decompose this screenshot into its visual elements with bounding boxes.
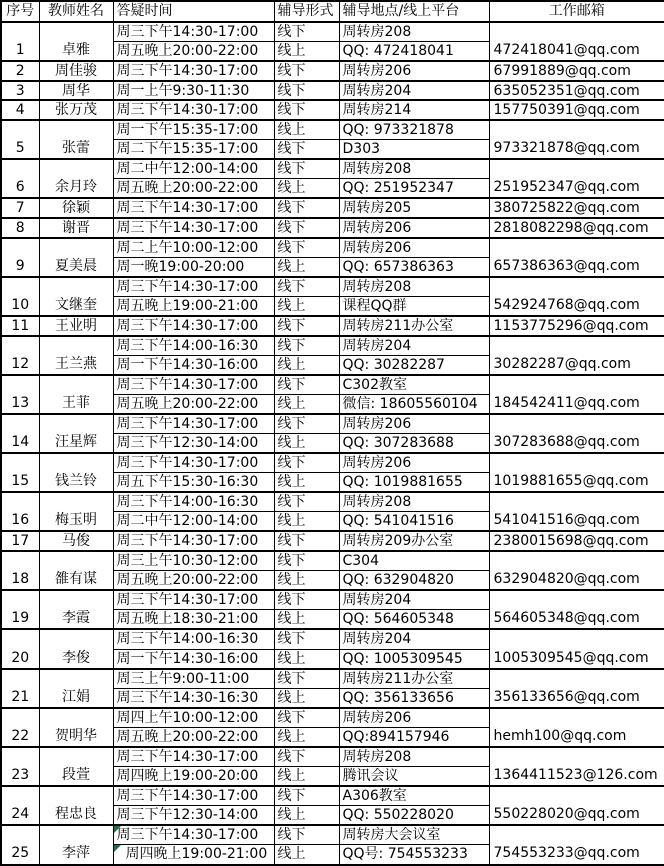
cell-place: 周转房209办公室 bbox=[339, 531, 489, 551]
cell-email: 542924768@qq.com bbox=[489, 277, 664, 316]
cell-teacher-name: 张万茂 bbox=[39, 100, 113, 120]
cell-time: 周一下午15:35-17:00 bbox=[113, 120, 274, 140]
excel-error-indicator-icon bbox=[114, 826, 121, 833]
cell-place: QQ: 541041516 bbox=[339, 512, 489, 532]
cell-teacher-name: 周华 bbox=[39, 81, 113, 101]
cell-time: 周三下午14:30-16:30 bbox=[113, 688, 274, 708]
cell-time: 周三下午14:00-16:30 bbox=[113, 629, 274, 649]
cell-form: 线上 bbox=[274, 767, 339, 787]
cell-time: 周四晚上19:00-20:00 bbox=[113, 767, 274, 787]
cell-email: 635052351@qq.com bbox=[489, 81, 664, 101]
cell-index: 10 bbox=[1, 277, 39, 316]
cell-time: 周三下午14:00-16:30 bbox=[113, 336, 274, 356]
table-row bbox=[1, 238, 664, 258]
cell-place: QQ: 307283688 bbox=[339, 433, 489, 453]
cell-place: 周转房206 bbox=[339, 218, 489, 238]
cell-time: 周二下午15:35-17:00 bbox=[113, 140, 274, 160]
cell-form: 线上 bbox=[274, 296, 339, 316]
cell-form: 线下 bbox=[274, 159, 339, 179]
cell-teacher-name: 张蕾 bbox=[39, 120, 113, 159]
cell-email: 1364411523@126.com bbox=[489, 747, 664, 786]
cell-index: 16 bbox=[1, 492, 39, 531]
cell-place: D303 bbox=[339, 140, 489, 160]
cell-place: 周转房208 bbox=[339, 277, 489, 297]
cell-form: 线上 bbox=[274, 512, 339, 532]
cell-time: 周三下午14:30-17:00 bbox=[113, 198, 274, 218]
cell-place: 周转房206 bbox=[339, 708, 489, 728]
cell-place: 周转房大会议室 bbox=[339, 825, 489, 845]
cell-form: 线下 bbox=[274, 277, 339, 297]
cell-index: 20 bbox=[1, 629, 39, 668]
table-row bbox=[1, 316, 664, 336]
cell-teacher-name: 钱兰铃 bbox=[39, 453, 113, 492]
cell-form: 线上 bbox=[274, 473, 339, 493]
cell-index: 18 bbox=[1, 551, 39, 590]
table-row bbox=[1, 198, 664, 218]
cell-form: 线下 bbox=[274, 375, 339, 395]
cell-place: C304 bbox=[339, 551, 489, 571]
cell-form: 线下 bbox=[274, 786, 339, 806]
table-row bbox=[1, 218, 664, 238]
cell-time: 周三下午14:30-17:00 bbox=[113, 316, 274, 336]
cell-email: 1019881655@qq.com bbox=[489, 453, 664, 492]
table-body bbox=[1, 22, 664, 865]
cell-index: 14 bbox=[1, 414, 39, 453]
cell-place: 周转房204 bbox=[339, 336, 489, 356]
cell-place: 课程QQ群 bbox=[339, 296, 489, 316]
cell-index: 9 bbox=[1, 238, 39, 277]
cell-email: 184542411@qq.com bbox=[489, 375, 664, 414]
header-index: 序号 bbox=[1, 1, 39, 22]
cell-teacher-name: 梅玉明 bbox=[39, 492, 113, 531]
cell-form: 线上 bbox=[274, 845, 339, 865]
cell-teacher-name: 汪星辉 bbox=[39, 414, 113, 453]
cell-teacher-name: 李俊 bbox=[39, 629, 113, 668]
cell-index: 21 bbox=[1, 669, 39, 708]
cell-index: 4 bbox=[1, 100, 39, 120]
cell-email: 632904820@qq.com bbox=[489, 551, 664, 590]
cell-index: 19 bbox=[1, 590, 39, 629]
cell-time: 周五晚上20:00-22:00 bbox=[113, 42, 274, 62]
cell-place: 微信: 18605560104 bbox=[339, 394, 489, 414]
table-row bbox=[1, 277, 664, 297]
cell-form: 线下 bbox=[274, 708, 339, 728]
cell-email: 30282287@qq.com bbox=[489, 336, 664, 375]
cell-teacher-name: 王兰燕 bbox=[39, 336, 113, 375]
cell-email: 251952347@qq.com bbox=[489, 159, 664, 198]
cell-form: 线上 bbox=[274, 688, 339, 708]
cell-form: 线上 bbox=[274, 649, 339, 669]
table-row bbox=[1, 81, 664, 101]
cell-form: 线下 bbox=[274, 531, 339, 551]
table-row bbox=[1, 22, 664, 42]
cell-form: 线上 bbox=[274, 727, 339, 747]
cell-place: QQ: 1019881655 bbox=[339, 473, 489, 493]
cell-place: QQ: 356133656 bbox=[339, 688, 489, 708]
header-row bbox=[1, 1, 664, 22]
table-row bbox=[1, 590, 664, 610]
table-row bbox=[1, 786, 664, 806]
table-row bbox=[1, 708, 664, 728]
cell-index: 2 bbox=[1, 61, 39, 81]
cell-place: 周转房206 bbox=[339, 453, 489, 473]
cell-place: QQ: 564605348 bbox=[339, 610, 489, 630]
cell-email: 541041516@qq.com bbox=[489, 492, 664, 531]
cell-time: 周三下午14:30-17:00 bbox=[113, 375, 274, 395]
table-row bbox=[1, 336, 664, 356]
header-teacher-name: 教师姓名 bbox=[39, 1, 113, 22]
cell-time: 周三下午14:30-17:00 bbox=[113, 22, 274, 42]
cell-time: 周五晚上20:00-22:00 bbox=[113, 394, 274, 414]
cell-teacher-name: 余月玲 bbox=[39, 159, 113, 198]
cell-teacher-name: 王菲 bbox=[39, 375, 113, 414]
cell-form: 线上 bbox=[274, 433, 339, 453]
table-row bbox=[1, 453, 664, 473]
cell-teacher-name: 程忠良 bbox=[39, 786, 113, 825]
header-email: 工作邮箱 bbox=[489, 1, 664, 22]
cell-time: 周二中午12:00-14:00 bbox=[113, 512, 274, 532]
cell-time: 周二中午12:00-14:00 bbox=[113, 159, 274, 179]
cell-place: QQ: 251952347 bbox=[339, 179, 489, 199]
cell-time: 周五晚上20:00-22:00 bbox=[113, 179, 274, 199]
cell-time: 周五晚上20:00-22:00 bbox=[113, 727, 274, 747]
cell-place: C302教室 bbox=[339, 375, 489, 395]
cell-time: 周一下午14:30-16:00 bbox=[113, 649, 274, 669]
cell-place: QQ: 657386363 bbox=[339, 257, 489, 277]
cell-time: 周三下午12:30-14:00 bbox=[113, 806, 274, 826]
cell-index: 6 bbox=[1, 159, 39, 198]
cell-email: 657386363@qq.com bbox=[489, 238, 664, 277]
cell-place: 周转房211办公室 bbox=[339, 316, 489, 336]
cell-index: 24 bbox=[1, 786, 39, 825]
cell-place: QQ: 632904820 bbox=[339, 571, 489, 591]
cell-teacher-name: 李萍 bbox=[39, 825, 113, 864]
cell-index: 12 bbox=[1, 336, 39, 375]
cell-teacher-name: 段萱 bbox=[39, 747, 113, 786]
cell-time: 周四晚上19:00-21:00 bbox=[113, 845, 274, 865]
table-row bbox=[1, 747, 664, 767]
cell-email: 1153775296@qq.com bbox=[489, 316, 664, 336]
cell-email: 472418041@qq.com bbox=[489, 22, 664, 61]
cell-form: 线上 bbox=[274, 806, 339, 826]
cell-place: 周转房206 bbox=[339, 238, 489, 258]
cell-place: 周转房205 bbox=[339, 198, 489, 218]
cell-place: QQ: 550228020 bbox=[339, 806, 489, 826]
cell-form: 线下 bbox=[274, 336, 339, 356]
table-row bbox=[1, 551, 664, 571]
header-place: 辅导地点/线上平台 bbox=[339, 1, 489, 22]
table-row bbox=[1, 669, 664, 689]
cell-time: 周一下午14:30-16:00 bbox=[113, 355, 274, 375]
cell-place: 周转房204 bbox=[339, 81, 489, 101]
cell-time: 周三下午14:30-17:00 bbox=[113, 590, 274, 610]
cell-index: 1 bbox=[1, 22, 39, 61]
cell-place: 周转房211办公室 bbox=[339, 669, 489, 689]
cell-form: 线下 bbox=[274, 22, 339, 42]
cell-form: 线下 bbox=[274, 453, 339, 473]
cell-form: 线下 bbox=[274, 825, 339, 845]
cell-email: 356133656@qq.com bbox=[489, 669, 664, 708]
cell-index: 15 bbox=[1, 453, 39, 492]
cell-form: 线下 bbox=[274, 140, 339, 160]
cell-form: 线下 bbox=[274, 414, 339, 434]
cell-time: 周五晚上20:00-22:00 bbox=[113, 571, 274, 591]
cell-email: 2818082298@qq.com bbox=[489, 218, 664, 238]
cell-form: 线上 bbox=[274, 571, 339, 591]
cell-form: 线下 bbox=[274, 316, 339, 336]
cell-place: QQ: 1005309545 bbox=[339, 649, 489, 669]
cell-form: 线下 bbox=[274, 669, 339, 689]
cell-time: 周四上午10:00-12:00 bbox=[113, 708, 274, 728]
cell-form: 线上 bbox=[274, 120, 339, 140]
cell-time: 周三下午14:30-17:00 bbox=[113, 786, 274, 806]
cell-index: 23 bbox=[1, 747, 39, 786]
cell-index: 3 bbox=[1, 81, 39, 101]
cell-time: 周一晚19:00-20:00 bbox=[113, 257, 274, 277]
cell-place: 周转房208 bbox=[339, 22, 489, 42]
cell-time: 周三下午14:30-17:00 bbox=[113, 453, 274, 473]
cell-place: 周转房208 bbox=[339, 159, 489, 179]
cell-teacher-name: 谢晋 bbox=[39, 218, 113, 238]
cell-form: 线下 bbox=[274, 629, 339, 649]
cell-time: 周三下午14:30-17:00 bbox=[113, 747, 274, 767]
cell-email: hemh100@qq.com bbox=[489, 708, 664, 747]
cell-index: 17 bbox=[1, 531, 39, 551]
header-time: 答疑时间 bbox=[113, 1, 274, 22]
cell-form: 线下 bbox=[274, 551, 339, 571]
cell-form: 线下 bbox=[274, 238, 339, 258]
cell-time: 周三下午14:00-16:30 bbox=[113, 492, 274, 512]
table-row bbox=[1, 825, 664, 845]
header-form: 辅导形式 bbox=[274, 1, 339, 22]
cell-place: 周转房214 bbox=[339, 100, 489, 120]
table-row bbox=[1, 492, 664, 512]
cell-teacher-name: 王业明 bbox=[39, 316, 113, 336]
cell-form: 线下 bbox=[274, 81, 339, 101]
table-row bbox=[1, 375, 664, 395]
cell-time: 周三下午14:30-17:00 bbox=[113, 218, 274, 238]
cell-teacher-name: 马俊 bbox=[39, 531, 113, 551]
cell-form: 线下 bbox=[274, 590, 339, 610]
cell-time: 周三下午12:30-14:00 bbox=[113, 433, 274, 453]
cell-email: 564605348@qq.com bbox=[489, 590, 664, 629]
table-row bbox=[1, 629, 664, 649]
table-row bbox=[1, 61, 664, 81]
cell-index: 11 bbox=[1, 316, 39, 336]
cell-time: 周三下午14:30-17:00 bbox=[113, 531, 274, 551]
cell-index: 22 bbox=[1, 708, 39, 747]
table-row bbox=[1, 120, 664, 140]
cell-place: 周转房208 bbox=[339, 492, 489, 512]
cell-time: 周三下午14:30-17:00 bbox=[113, 825, 274, 845]
cell-index: 7 bbox=[1, 198, 39, 218]
cell-form: 线下 bbox=[274, 61, 339, 81]
cell-place: A306教室 bbox=[339, 786, 489, 806]
cell-time: 周五晚上19:00-21:00 bbox=[113, 296, 274, 316]
cell-time: 周三下午14:30-17:00 bbox=[113, 277, 274, 297]
cell-place: 周转房206 bbox=[339, 61, 489, 81]
cell-teacher-name: 周佳骏 bbox=[39, 61, 113, 81]
cell-email: 550228020@qq.com bbox=[489, 786, 664, 825]
cell-time: 周三下午14:30-17:00 bbox=[113, 100, 274, 120]
cell-place: QQ号: 754553233 bbox=[339, 845, 489, 865]
cell-place: QQ:894157946 bbox=[339, 727, 489, 747]
cell-place: 周转房204 bbox=[339, 590, 489, 610]
cell-email: 754553233@qq.com bbox=[489, 825, 664, 864]
cell-time: 周三下午14:30-17:00 bbox=[113, 61, 274, 81]
cell-teacher-name: 雒有谋 bbox=[39, 551, 113, 590]
cell-teacher-name: 夏美晨 bbox=[39, 238, 113, 277]
cell-teacher-name: 文继奎 bbox=[39, 277, 113, 316]
cell-form: 线上 bbox=[274, 42, 339, 62]
table-row bbox=[1, 159, 664, 179]
cell-form: 线下 bbox=[274, 218, 339, 238]
cell-form: 线下 bbox=[274, 198, 339, 218]
cell-teacher-name: 卓雅 bbox=[39, 22, 113, 61]
cell-email: 2380015698@qq.com bbox=[489, 531, 664, 551]
cell-form: 线下 bbox=[274, 747, 339, 767]
cell-time: 周三上午9:00-11:00 bbox=[113, 669, 274, 689]
cell-place: 周转房204 bbox=[339, 629, 489, 649]
cell-teacher-name: 李霞 bbox=[39, 590, 113, 629]
cell-place: 周转房208 bbox=[339, 747, 489, 767]
cell-email: 157750391@qq.com bbox=[489, 100, 664, 120]
excel-error-indicator-icon bbox=[114, 845, 121, 852]
cell-index: 5 bbox=[1, 120, 39, 159]
cell-place: QQ: 472418041 bbox=[339, 42, 489, 62]
cell-email: 307283688@qq.com bbox=[489, 414, 664, 453]
cell-time: 周五晚上18:30-21:00 bbox=[113, 610, 274, 630]
cell-email: 973321878@qq.com bbox=[489, 120, 664, 159]
cell-time: 周二上午10:00-12:00 bbox=[113, 238, 274, 258]
cell-place: 周转房206 bbox=[339, 414, 489, 434]
cell-time: 周一上午9:30-11:30 bbox=[113, 81, 274, 101]
cell-time: 周五下午15:30-16:30 bbox=[113, 473, 274, 493]
table-row bbox=[1, 100, 664, 120]
cell-email: 1005309545@qq.com bbox=[489, 629, 664, 668]
cell-form: 线下 bbox=[274, 100, 339, 120]
cell-teacher-name: 贺明华 bbox=[39, 708, 113, 747]
cell-email: 380725822@qq.com bbox=[489, 198, 664, 218]
cell-form: 线下 bbox=[274, 492, 339, 512]
cell-place: QQ: 30282287 bbox=[339, 355, 489, 375]
cell-form: 线上 bbox=[274, 610, 339, 630]
cell-index: 25 bbox=[1, 825, 39, 864]
cell-form: 线上 bbox=[274, 179, 339, 199]
cell-form: 线上 bbox=[274, 257, 339, 277]
cell-form: 线上 bbox=[274, 355, 339, 375]
table-row bbox=[1, 531, 664, 551]
cell-index: 13 bbox=[1, 375, 39, 414]
table-row bbox=[1, 414, 664, 434]
cell-place: QQ: 973321878 bbox=[339, 120, 489, 140]
cell-email: 67991889@qq.com bbox=[489, 61, 664, 81]
cell-teacher-name: 徐颖 bbox=[39, 198, 113, 218]
cell-teacher-name: 江娟 bbox=[39, 669, 113, 708]
cell-index: 8 bbox=[1, 218, 39, 238]
cell-time: 周三下午14:30-17:00 bbox=[113, 414, 274, 434]
cell-form: 线上 bbox=[274, 394, 339, 414]
cell-time: 周三上午10:30-12:00 bbox=[113, 551, 274, 571]
cell-place: 腾讯会议 bbox=[339, 767, 489, 787]
